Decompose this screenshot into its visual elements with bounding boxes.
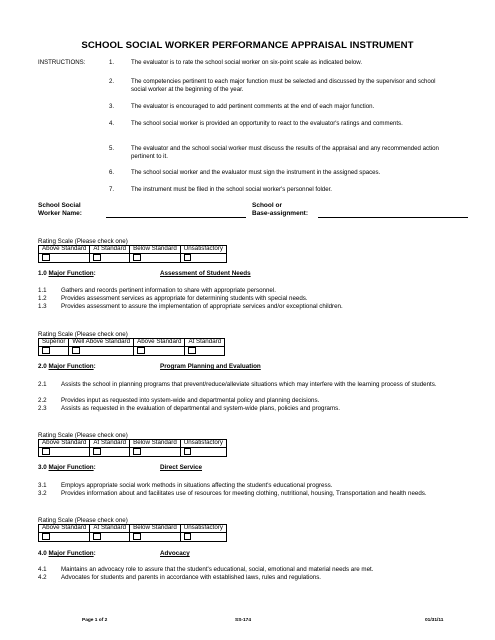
rating-option-label: Below Standard xyxy=(130,525,181,533)
rating-option-label: At Standard xyxy=(185,339,225,347)
rating-cell xyxy=(90,532,130,542)
competency-text: Provides assessment to assure the implementation of appropriate services and/or exceptional children. xyxy=(61,303,343,310)
footer-form-number: SS-174 xyxy=(235,618,251,623)
instruction-text: The evaluator is encouraged to add pertinent comments at the end of each major function. xyxy=(131,103,375,110)
rating-cell xyxy=(130,532,181,542)
instruction-text: The evaluator and the school social worker must discuss the results of the appraisal and any recommended action pertinent to it. xyxy=(131,145,439,160)
function-label: Major Function xyxy=(48,550,94,557)
footer-date: 01/31/11 xyxy=(425,618,444,623)
rating-cell xyxy=(180,253,226,263)
competency-text: Provides assessment services as appropriate for determining students with special needs. xyxy=(61,295,308,302)
assignment-label xyxy=(252,202,308,219)
rating-option-label: Above Standard xyxy=(134,339,185,347)
rating-scale-title: Rating Scale (Please check one) xyxy=(38,331,128,338)
rating-checkbox[interactable] xyxy=(42,254,50,262)
function-heading: 2.0 Major Function: xyxy=(38,363,96,370)
rating-cell xyxy=(130,253,181,263)
instruction-text: The evaluator is to rate the school social worker on six-point scale as indicated below. xyxy=(131,59,363,66)
instruction-number: 1. xyxy=(109,59,115,66)
rating-checkbox[interactable] xyxy=(184,254,192,262)
instruction-number: 5. xyxy=(109,145,115,152)
function-heading: 1.0 Major Function: xyxy=(38,270,96,277)
rating-checkbox[interactable] xyxy=(133,254,141,262)
rating-scale-title: Rating Scale (Please check one) xyxy=(38,238,128,245)
function-number: 4.0 xyxy=(38,550,47,557)
competency-number: 2.3 xyxy=(38,405,47,412)
rating-option-label: Unsatisfactory xyxy=(180,440,226,448)
rating-scale-table xyxy=(38,524,227,542)
instruction-text: The school social worker is provided an opportunity to react to the evaluator's ratings and comments. xyxy=(131,120,403,127)
rating-checkbox[interactable] xyxy=(184,533,192,541)
competency-number: 1.2 xyxy=(38,295,47,302)
competency-text: Assists the school in planning programs that prevent/reduce/alleviate situations which may interfere with the learning process of students. xyxy=(61,381,437,388)
function-label: Major Function xyxy=(48,464,94,471)
instruction-number: 6. xyxy=(109,169,115,176)
rating-cell xyxy=(134,346,185,356)
rating-cell xyxy=(39,253,90,263)
competency-number: 3.2 xyxy=(38,490,47,497)
rating-option-label: Unsatisfactory xyxy=(180,246,226,254)
rating-option-label: Above Standard xyxy=(39,440,90,448)
function-number: 2.0 xyxy=(38,363,47,370)
rating-cell xyxy=(39,532,90,542)
rating-checkbox[interactable] xyxy=(42,533,50,541)
assignment-field[interactable] xyxy=(318,217,468,218)
competency-text: Provides information about and facilitates use of resources for meeting clothing, nutritional, housing, Transportation and health needs. xyxy=(61,490,427,497)
competency-text: Advocates for students and parents in accordance with established laws, rules and regulations. xyxy=(61,574,322,581)
instruction-text: The competencies pertinent to each major function must be selected and discussed by the supervisor and school social worker at the beginning of the year. xyxy=(131,78,436,93)
rating-option-label: Unsatisfactory xyxy=(180,525,226,533)
rating-option-label: Above Standard xyxy=(39,246,90,254)
instruction-number: 4. xyxy=(109,120,115,127)
rating-option-label: At Standard xyxy=(90,440,130,448)
competency-number: 4.1 xyxy=(38,566,47,573)
rating-checkbox[interactable] xyxy=(133,533,141,541)
instruction-text: The instrument must be filed in the school social worker's personnel folder. xyxy=(131,186,333,193)
function-number: 1.0 xyxy=(38,270,47,277)
competency-number: 3.1 xyxy=(38,482,47,489)
worker-name-label-line1: School Social xyxy=(38,202,81,209)
instructions-label: INSTRUCTIONS: xyxy=(38,59,86,66)
rating-option-label: At Standard xyxy=(90,525,130,533)
rating-cell xyxy=(90,447,130,457)
rating-option-label: Below Standard xyxy=(130,440,181,448)
rating-cell xyxy=(180,447,226,457)
rating-option-label: Superior xyxy=(39,339,69,347)
rating-scale-table xyxy=(38,338,225,356)
competency-number: 4.2 xyxy=(38,574,47,581)
instruction-number: 3. xyxy=(109,103,115,110)
rating-cell xyxy=(90,253,130,263)
rating-checkbox[interactable] xyxy=(72,347,80,355)
instruction-number: 7. xyxy=(109,186,115,193)
function-number: 3.0 xyxy=(38,464,47,471)
competency-text: Assists as requested in the evaluation of departmental and system-wide plans, policies and programs. xyxy=(61,405,340,412)
rating-checkbox[interactable] xyxy=(93,254,101,262)
rating-checkbox[interactable] xyxy=(42,347,50,355)
rating-scale-title: Rating Scale (Please check one) xyxy=(38,432,128,439)
rating-scale-table xyxy=(38,439,227,457)
worker-name-field[interactable] xyxy=(106,217,246,218)
function-title: Program Planning and Evaluation xyxy=(160,363,261,370)
function-label: Major Function xyxy=(48,363,94,370)
competency-number: 2.2 xyxy=(38,397,47,404)
competency-number: 1.3 xyxy=(38,303,47,310)
rating-checkbox[interactable] xyxy=(133,448,141,456)
instruction-number: 2. xyxy=(109,78,115,85)
rating-scale-table xyxy=(38,245,227,263)
footer-page-number: Page 1 of 2 xyxy=(82,618,108,623)
rating-cell xyxy=(180,532,226,542)
rating-cell xyxy=(39,447,90,457)
rating-cell xyxy=(130,447,181,457)
competency-text: Gathers and records pertinent information to share with appropriate personnel. xyxy=(61,287,276,294)
function-label: Major Function xyxy=(48,270,94,277)
competency-text: Employs appropriate social work methods in situations affecting the student's educational progress. xyxy=(61,482,333,489)
competency-text: Provides input as requested into system-wide and departmental policy and planning decisions. xyxy=(61,397,320,404)
rating-checkbox[interactable] xyxy=(188,347,196,355)
rating-option-label: Above Standard xyxy=(39,525,90,533)
rating-scale-title: Rating Scale (Please check one) xyxy=(38,517,128,524)
rating-cell xyxy=(39,346,69,356)
rating-checkbox[interactable] xyxy=(184,448,192,456)
function-heading: 4.0 Major Function: xyxy=(38,550,96,557)
competency-number: 1.1 xyxy=(38,287,47,294)
rating-cell xyxy=(69,346,134,356)
rating-checkbox[interactable] xyxy=(42,448,50,456)
rating-checkbox[interactable] xyxy=(93,448,101,456)
worker-name-label-line2: Worker Name: xyxy=(38,210,82,218)
rating-option-label: At Standard xyxy=(90,246,130,254)
instruction-text: The school social worker and the evaluator must sign the instrument in the assigned spaces. xyxy=(131,169,381,176)
competency-text: Maintains an advocacy role to assure that the student's educational, social, emotional and material needs are met. xyxy=(61,566,374,573)
rating-checkbox[interactable] xyxy=(137,347,145,355)
rating-option-label: Below Standard xyxy=(130,246,181,254)
page-title: SCHOOL SOCIAL WORKER PERFORMANCE APPRAISAL INSTRUMENT xyxy=(81,40,414,51)
rating-option-label: Well Above Standard xyxy=(69,339,134,347)
function-heading: 3.0 Major Function: xyxy=(38,464,96,471)
function-title: Advocacy xyxy=(160,550,190,557)
function-title: Assessment of Student Needs xyxy=(160,270,251,277)
function-title: Direct Service xyxy=(160,464,203,471)
rating-checkbox[interactable] xyxy=(93,533,101,541)
assignment-label-line2: Base-assignment: xyxy=(252,210,308,218)
assignment-label-line1: School or xyxy=(252,202,282,209)
worker-name-label xyxy=(38,202,82,219)
rating-cell xyxy=(185,346,225,356)
competency-number: 2.1 xyxy=(38,381,47,388)
